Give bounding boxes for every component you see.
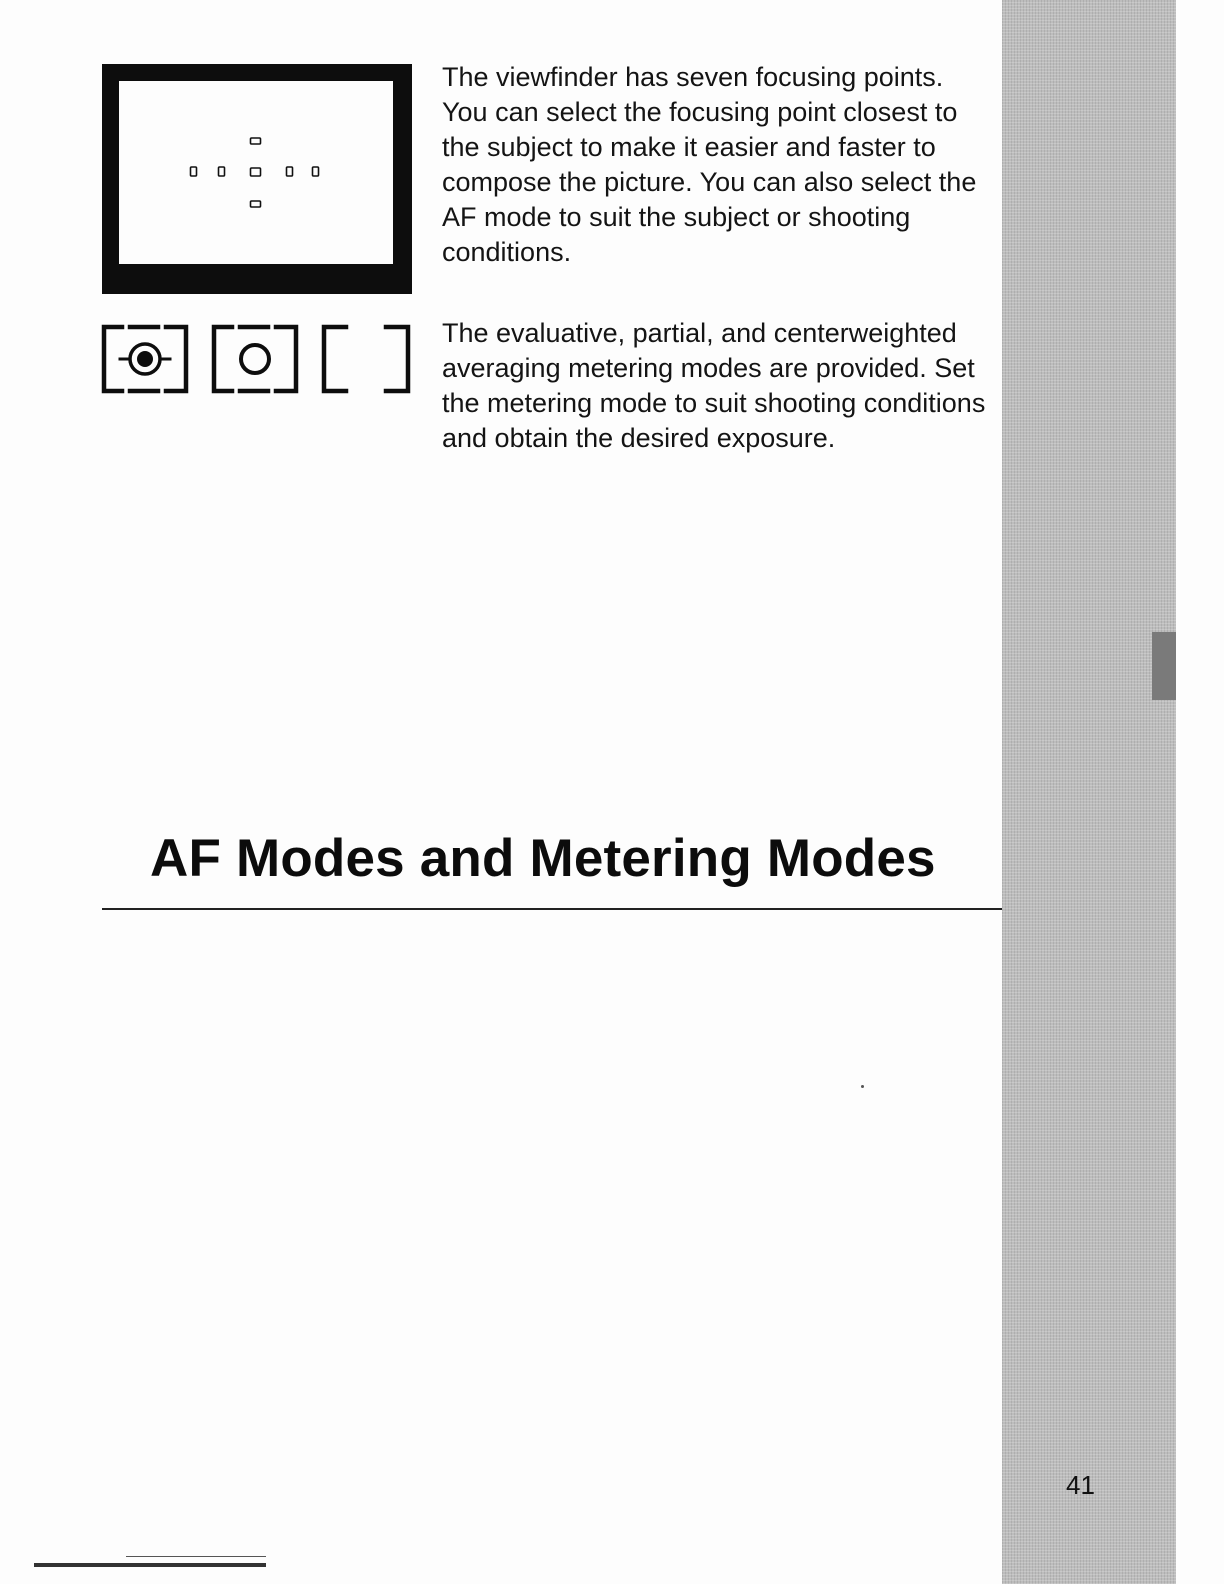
viewfinder-diagram <box>102 64 412 294</box>
centerweighted-averaging-metering-icon <box>324 327 408 391</box>
scan-speck <box>861 1085 864 1088</box>
partial-metering-icon <box>214 327 296 391</box>
chapter-index-strip <box>1002 0 1176 1584</box>
focusing-points-paragraph: The viewfinder has seven focusing points. You can select the focusing point closest to the subject to make it easier and faster to compose the picture. You can also select the AF mode to suit the subject or shooting conditions. <box>442 62 977 267</box>
evaluative-metering-icon <box>104 327 186 391</box>
page-number: 41 <box>1066 1470 1095 1500</box>
scan-edge-line <box>126 1556 266 1557</box>
scan-edge-mark <box>34 1563 266 1567</box>
metering-mode-icons <box>100 324 416 394</box>
chapter-index-tab <box>1152 632 1176 700</box>
section-title: AF Modes and Metering Modes <box>150 829 936 888</box>
metering-modes-paragraph: The evaluative, partial, and centerweighted averaging metering modes are provided. Set the metering mode to suit shooting conditions and obtain the desired exposure. <box>442 318 986 453</box>
